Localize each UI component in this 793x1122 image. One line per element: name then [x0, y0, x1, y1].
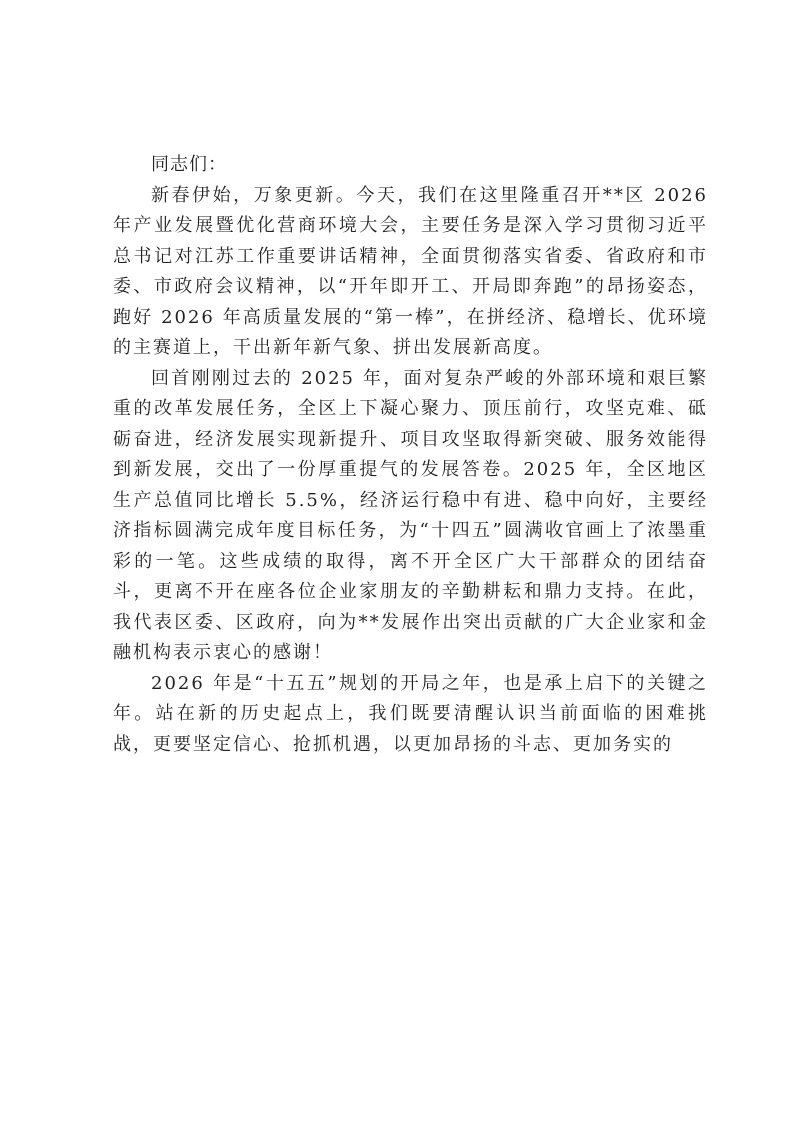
salutation: 同志们： [151, 154, 227, 175]
paragraph-opening: 新春伊始，万象更新。今天，我们在这里隆重召开**区 2026 年产业发展暨优化营商环境大会，主要任务是深入学习贯彻习近平总书记对江苏工作重要讲话精神，全面贯彻落实省委、省政府和市委、市政府会议精神，以“开年即开工、开局即奔跑”的昂扬姿态，跑好 2026 年高质量发展的“第一棒”，在拼经济、稳增长、优环境的主赛道上，干出新年新气象、拼出发展新高度。 [113, 184, 708, 358]
paragraph-review-2025: 回首刚刚过去的 2025 年，面对复杂严峻的外部环境和艰巨繁重的改革发展任务，全区上下凝心聚力、顶压前行，攻坚克难、砥砺奋进，经济发展实现新提升、项目攻坚取得新突破、服务效能得到新发展，交出了一份厚重提气的发展答卷。2025 年，全区地区生产总值同比增长 5.5%，经济运行稳中有进、稳中向好，主要经济指标圆满完成年度目标任务，为“十四五”圆满收官画上了浓墨重彩的一笔。这些成绩的取得，离不开全区广大干部群众的团结奋斗，更离不开在座各位企业家朋友的辛勤耕耘和鼎力支持。在此，我代表区委、区政府，向为**发展作出突出贡献的广大企业家和金融机构表示衷心的感谢！ [113, 367, 708, 663]
document-body [113, 150, 708, 760]
paragraph-outlook-2026: 2026 年是“十五五”规划的开局之年，也是承上启下的关键之年。站在新的历史起点上，我们既要清醒认识当前面临的困难挑战，更要坚定信心、抢抓机遇，以更加昂扬的斗志、更加务实的 [113, 672, 708, 755]
